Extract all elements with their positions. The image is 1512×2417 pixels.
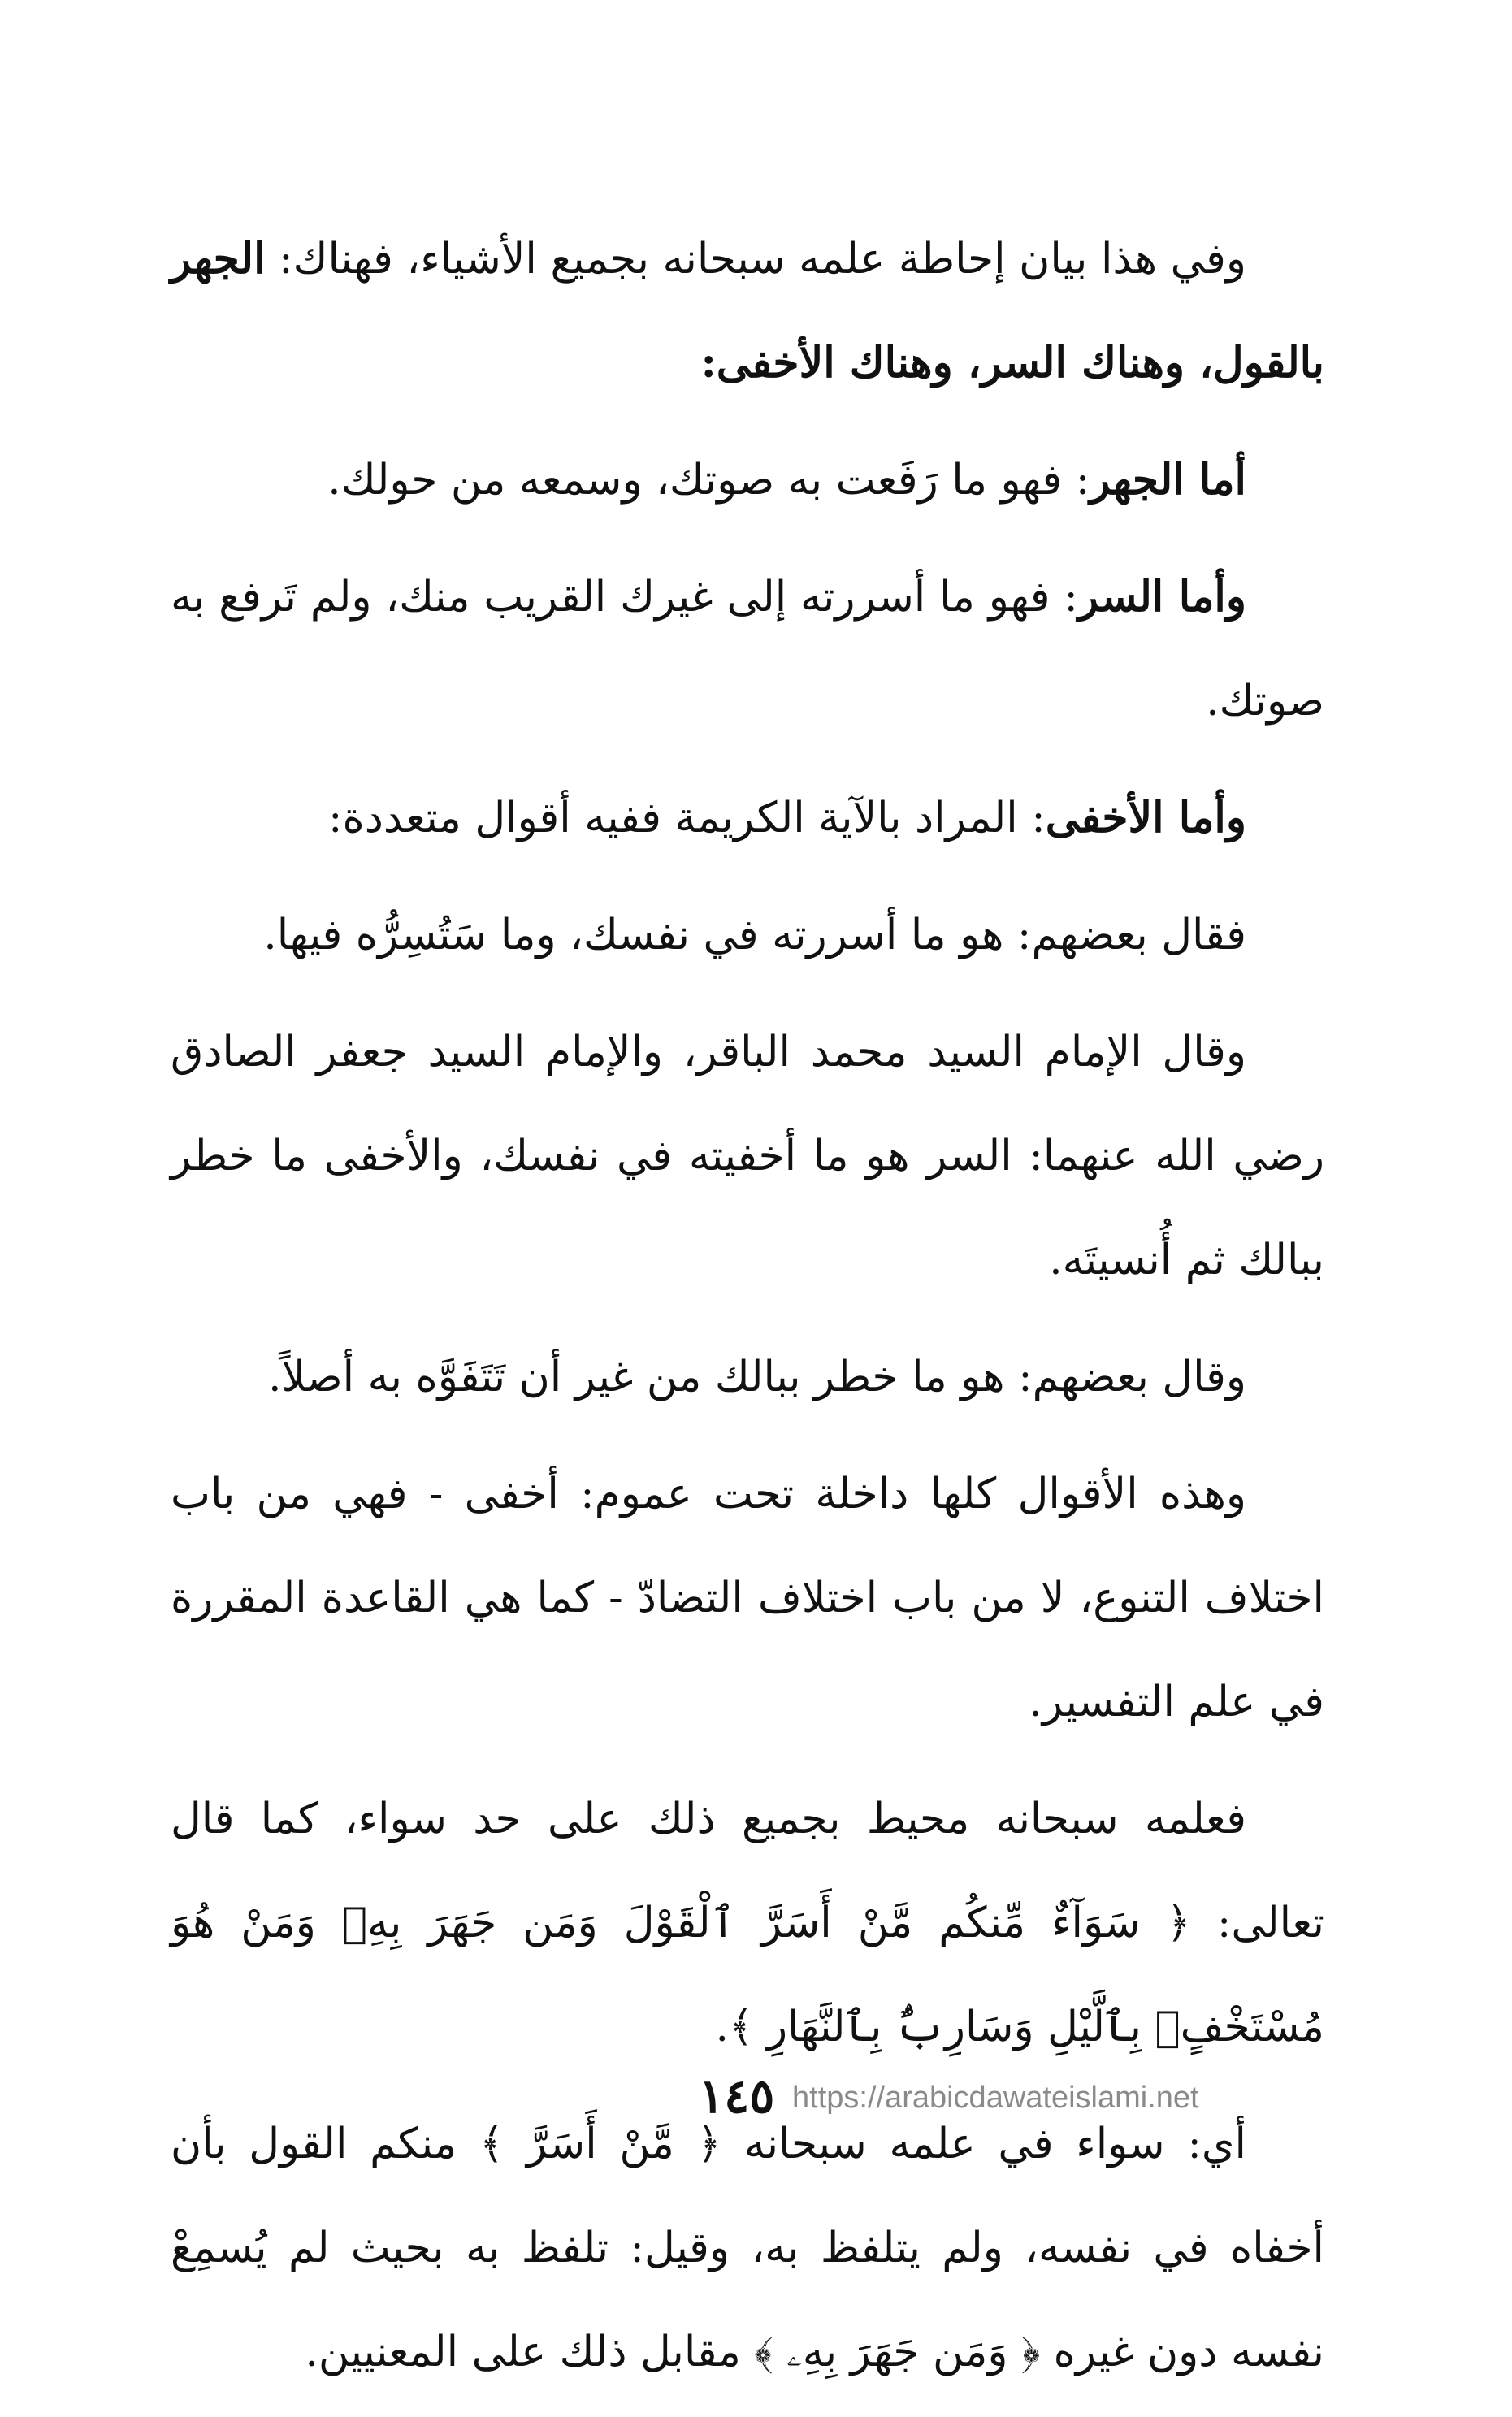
paragraph-akhfa <box>171 766 1324 870</box>
text-run: وقال الإمام السيد محمد الباقر، والإمام السيد جعفر الصادق رضي الله عنهما: السر هو ما أخفيته في نفسك، والأخفى ما خطر ببالك ثم أُنسيتَه. <box>171 1028 1324 1284</box>
page-number: ١٤٥ <box>699 2068 775 2124</box>
quran-verse: ﴿ مَّنْ أَسَرَّ ﴾ <box>479 2120 721 2168</box>
page-footer <box>0 2064 1512 2129</box>
text-run: أي: سواء في علمه سبحانه <box>721 2120 1246 2168</box>
paragraph-qawl2 <box>171 1000 1324 1312</box>
paragraph-ayah <box>171 1767 1324 2079</box>
paragraph-intro <box>171 207 1324 415</box>
watermark-url: https://arabicdawateislami.net <box>792 2081 1199 2115</box>
text-run: : فهو ما رَفَعت به صوتك، وسمعه من حولك. <box>327 456 1090 505</box>
text-run: منكم القول بأن أخفاه في نفسه، ولم يتلفظ به، وقيل: تلفظ به بحيث لم يُسمِعْ نفسه دون غيره <box>171 2120 1324 2376</box>
paragraph-qawl1 <box>171 883 1324 987</box>
text-run: وهذه الأقوال كلها داخلة تحت عموم: أخفى - فهي من باب اختلاف التنوع، لا من باب اختلاف التضادّ - كما هي القاعدة المقررة في علم التفسير. <box>171 1470 1324 1726</box>
text-run: : فهو ما أسررته إلى غيرك القريب منك، ولم تَرفع به صوتك. <box>171 573 1324 726</box>
heading-term: أما الجهر <box>1090 455 1246 505</box>
text-run: فقال بعضهم: هو ما أسررته في نفسك، وما سَتُسِرُّه فيها. <box>263 911 1246 959</box>
text-run: . <box>715 2003 730 2051</box>
text-run: وقال بعضهم: هو ما خطر ببالك من غير أن تَتَفَوَّه به أصلاً. <box>267 1353 1246 1401</box>
heading-term: وأما السر <box>1077 572 1246 622</box>
paragraph-sirr <box>171 545 1324 753</box>
paragraph-jahr <box>171 428 1324 532</box>
text-run: وفي هذا بيان إحاطة علمه سبحانه بجميع الأشياء، فهناك: <box>265 235 1246 284</box>
paragraph-qawl3 <box>171 1325 1324 1429</box>
paragraph-summary <box>171 1442 1324 1754</box>
quran-verse: ﴿ وَمَن جَهَرَ بِهِۦ ﴾ <box>754 2328 1041 2376</box>
quran-verse: ﴿ سَوَآءٌ مِّنكُم مَّنْ أَسَرَّ ٱلْقَوْلَ وَمَن جَهَرَ بِهِۦ وَمَنْ هُوَ مُسْتَخْفٍۭ بِٱلَّيْلِ وَسَارِبٌۢ بِٱلنَّهَارِ ﴾ <box>171 1899 1324 2051</box>
heading-term: الجهر بالقول، وهناك السر، وهناك الأخفى: <box>171 234 1324 388</box>
text-run: فعلمه سبحانه محيط بجميع ذلك على حد سواء، كما قال تعالى: <box>171 1795 1324 1947</box>
text-run: : المراد بالآية الكريمة ففيه أقوال متعددة: <box>327 794 1046 842</box>
heading-term: وأما الأخفى <box>1045 793 1246 842</box>
text-run: مقابل ذلك على المعنيين. <box>305 2328 755 2376</box>
paragraph-tafsir <box>171 2092 1324 2404</box>
